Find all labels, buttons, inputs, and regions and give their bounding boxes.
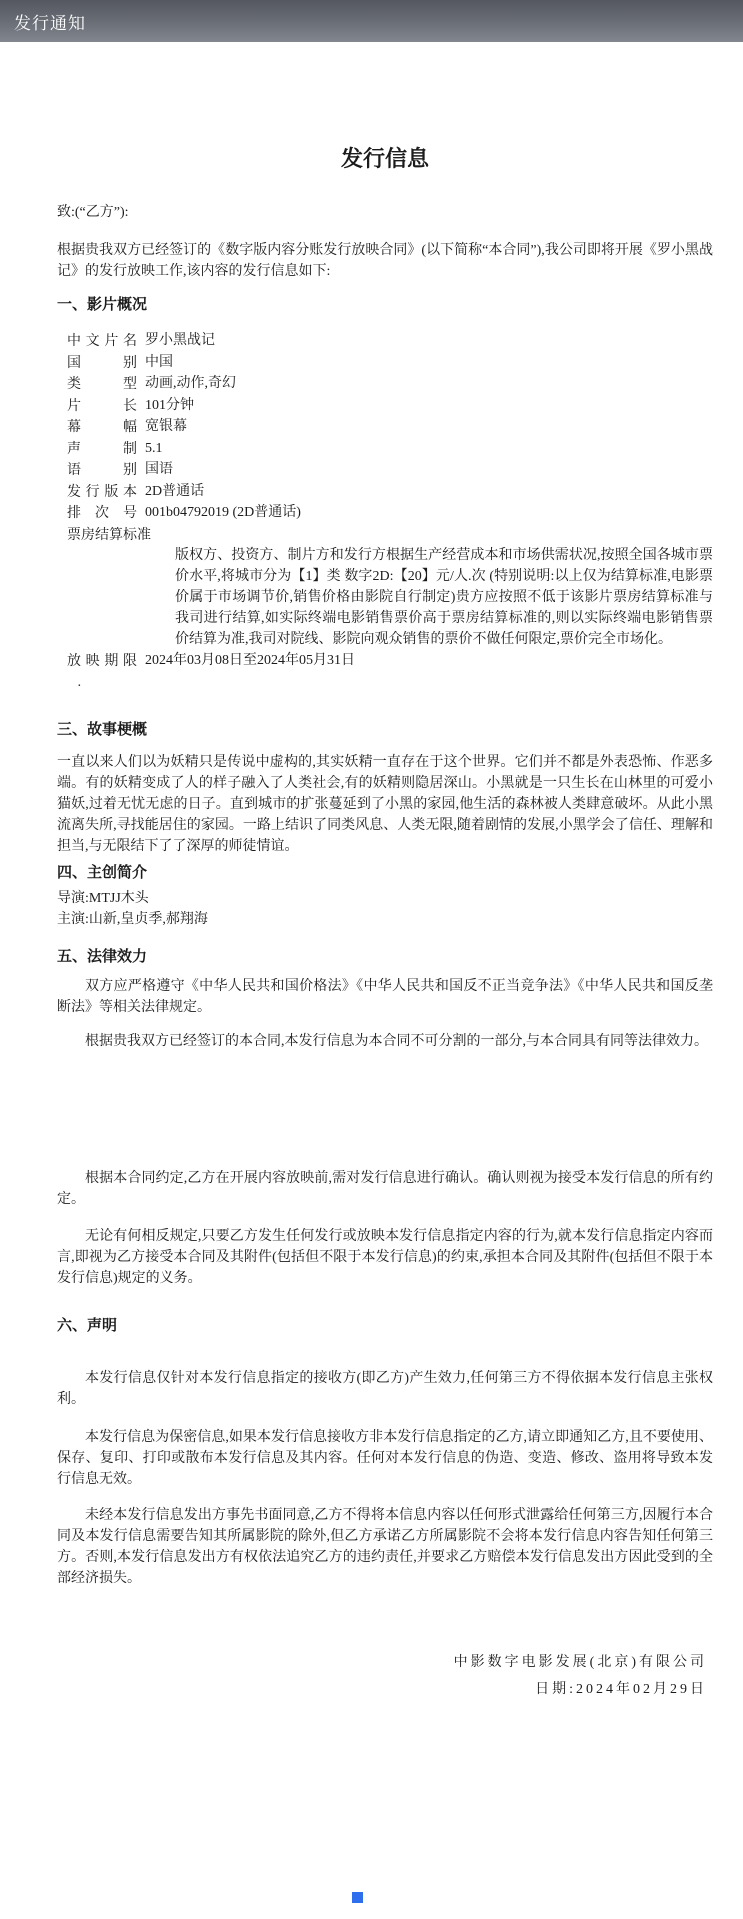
section-heading-legal: 五、法律效力	[57, 947, 148, 965]
salutation: 致:(“乙方”):	[57, 205, 129, 220]
film-row-label: 发 行 版 本	[67, 482, 137, 499]
film-row-value: 5.1	[145, 440, 163, 456]
company-name: 中影数字电影发展(北京)有限公司	[453, 1654, 707, 1670]
film-row-label: 幕 幅	[67, 418, 137, 434]
settlement-terms: 版权方、投资方、制片方和发行方根据生产经营成本和市场供需状况,按照全国各城市票价水平,将城市分为【1】类 数字2D:【20】元/人.次 (特别说明:以上仅为结算标准,电影票价属于市场调节价,销售价格由影院自行制定)贵方应按照不低于该影片票房结算标准与我司进行结算,如实际终端电影销售票价高于票房结算标准的,则以实际终端电影销售票价结算为准,我司对院线、影院向观众销售的票价不做任何限定,票价完全市场化。	[175, 548, 713, 647]
declaration-paragraph: 未经本发行信息发出方事先书面同意,乙方不得将本信息内容以任何形式泄露给任何第三方,因履行本合同及本发行信息需要告知其所属影院的除外,但乙方承诺乙方所属影院不会将本发行信息内容告知任何第三方。否则,本发行信息发出方有权依法追究乙方的违约责任,并要求乙方赔偿本发行信息发出方因此受到的全部经济损失。	[57, 1507, 713, 1586]
section-heading-declaration: 六、声明	[57, 1316, 118, 1334]
legal-paragraph: 根据贵我双方已经签订的本合同,本发行信息为本合同不可分割的一部分,与本合同具有同等法律效力。	[85, 1033, 708, 1049]
film-row-version	[57, 481, 713, 503]
film-row-sound	[57, 438, 713, 460]
signature-block	[57, 1649, 713, 1703]
declaration-paragraph: 本发行信息仅针对本发行信息指定的接收方(即乙方)产生效力,任何第三方不得依据本发行信息主张权利。	[57, 1370, 713, 1407]
title-bar	[0, 0, 743, 42]
film-info-table	[57, 330, 713, 672]
legal-paragraph: 根据本合同约定,乙方在开展内容放映前,需对发行信息进行确认。确认则视为接受本发行信息的所有约定。	[57, 1170, 713, 1207]
section-heading-film-overview: 一、影片概况	[57, 296, 148, 313]
film-row-label: 语 别	[67, 461, 137, 477]
film-row-value: 101分钟	[145, 397, 194, 413]
film-row-label: 声 制	[67, 439, 137, 456]
film-row-title	[57, 330, 713, 352]
film-row-value: 2D普通话	[145, 483, 205, 499]
document-body	[0, 144, 743, 1703]
legal-paragraph: 双方应严格遵守《中华人民共和国价格法》《中华人民共和国反不正当竞争法》《中华人民共和国反垄断法》等相关法律规定。	[57, 978, 713, 1015]
section-heading-synopsis: 三、故事梗概	[57, 720, 148, 738]
title-bar-label: 发行通知	[14, 13, 86, 33]
film-row-value: 中国	[145, 354, 173, 370]
director-line: 导演:MTJJ木头	[57, 890, 149, 906]
film-row-label: 放 映 期 限	[67, 652, 137, 668]
film-row-value: 罗小黑战记	[145, 333, 215, 348]
cursor-marker	[352, 1892, 363, 1903]
film-row-genre	[57, 373, 713, 395]
film-row-serial	[57, 502, 713, 524]
film-row-label: 国 别	[67, 353, 137, 370]
film-row-value: 宽银幕	[145, 419, 187, 434]
stray-bullet: ·	[77, 678, 82, 694]
film-row-country	[57, 352, 713, 374]
intro-paragraph: 根据贵我双方已经签订的《数字版内容分账发行放映合同》(以下简称“本合同”),我公司即将开展《罗小黑战记》的发行放映工作,该内容的发行信息如下:	[57, 243, 713, 279]
film-row-aspect	[57, 416, 713, 438]
declaration-paragraph: 本发行信息为保密信息,如果本发行信息接收方非本发行信息指定的乙方,请立即通知乙方,且不要使用、保存、复印、打印或散布本发行信息及其内容。任何对本发行信息的伪造、变造、修改、盗用将导致本发行信息无效。	[57, 1429, 713, 1487]
film-row-label: 片 长	[67, 396, 137, 413]
legal-paragraph: 无论有何相反规定,只要乙方发生任何发行或放映本发行信息指定内容的行为,就本发行信息指定内容而言,即视为乙方接受本合同及其附件(包括但不限于本发行信息)的约束,承担本合同及其附件(包括但不限于本发行信息)规定的义务。	[57, 1228, 713, 1286]
film-row-runtime	[57, 395, 713, 417]
film-row-language	[57, 459, 713, 481]
film-row-label: 类 型	[67, 375, 137, 391]
film-row-value: 动画,动作,奇幻	[145, 376, 236, 391]
issue-date: 日期:2024年02月29日	[535, 1681, 707, 1697]
film-row-value: 001b04792019 (2D普通话)	[145, 505, 301, 520]
film-row-value: 2024年03月08日至2024年05月31日	[145, 653, 355, 668]
document-title: 发行信息	[340, 146, 429, 171]
film-row-label: 排 次 号	[67, 504, 137, 520]
film-row-screening-period	[57, 650, 713, 672]
film-row-label: 中 文 片 名	[67, 332, 137, 348]
section-heading-creators: 四、主创简介	[57, 863, 148, 881]
film-row-value: 国语	[145, 462, 173, 477]
cast-line: 主演:山新,皇贞季,郝翔海	[57, 911, 208, 927]
film-row-settlement-label	[57, 524, 713, 546]
film-row-label: 票房结算标准	[67, 525, 151, 542]
synopsis-paragraph: 一直以来人们以为妖精只是传说中虚构的,其实妖精一直存在于这个世界。它们并不都是外表恐怖、作恶多端。有的妖精变成了人的样子融入了人类社会,有的妖精则隐居深山。小黑就是一只生长在山林里的可爱小猫妖,过着无忧无虑的日子。直到城市的扩张蔓延到了小黑的家园,他生活的森林被人类肆意破坏。从此小黑流离失所,寻找能居住的家园。一路上结识了同类风息、人类无限,随着剧情的发展,小黑学会了信任、理解和担当,与无限结下了了深厚的师徒情谊。	[57, 754, 713, 854]
